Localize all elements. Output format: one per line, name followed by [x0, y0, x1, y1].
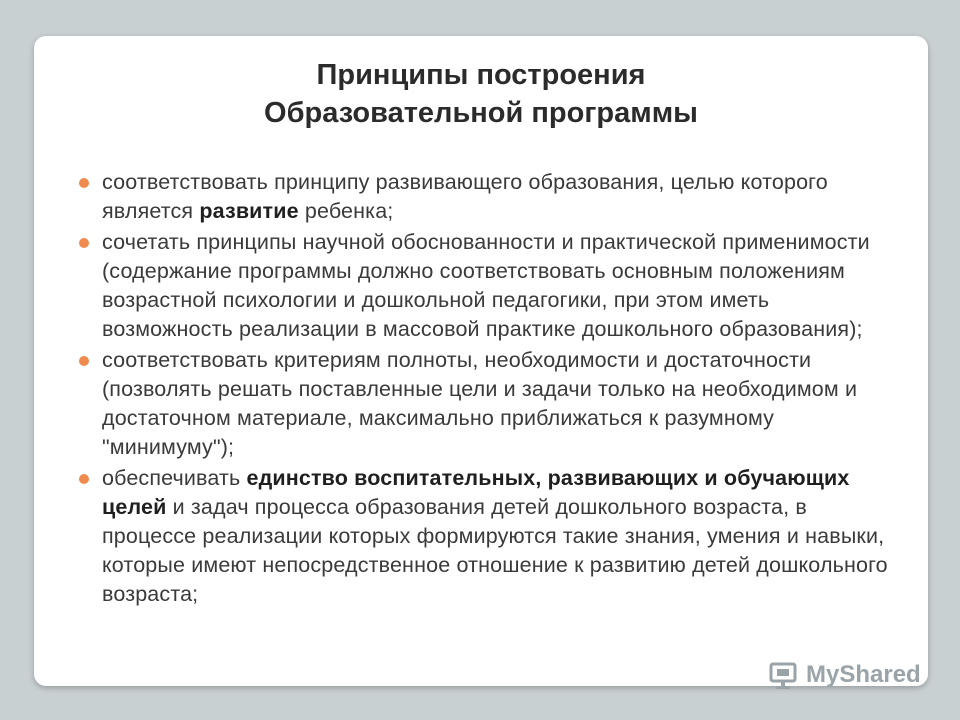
- list-item: [76, 346, 906, 462]
- slide-title-line-1: Принципы построения: [316, 59, 646, 91]
- item-text: обеспечивать: [102, 466, 247, 490]
- item-text-after: ребенка;: [298, 199, 394, 223]
- bullet-dot-icon: [79, 356, 89, 366]
- watermark-text: MyShared: [806, 661, 921, 688]
- item-text-after: и задач процесса образования детей дошкольного возраста, в процессе реализации которых формируются такие знания, умения и навыки, которые имеют непосредственное отношение к развитию детей дошкольного возраста;: [102, 495, 888, 606]
- item-bold-text: единство воспитательных, развивающих и обучающих целей: [102, 466, 850, 519]
- bullet-dot-icon: [79, 474, 89, 484]
- bullet-dot-icon: [79, 238, 89, 248]
- slide-card: [34, 36, 928, 686]
- slide-title-line-2: Образовательной программы: [264, 97, 698, 129]
- item-text: соответствовать критериям полноты, необходимости и достаточности (позволять решать поставленные цели и задачи только на необходимом и достаточном материале, максимально приближаться к разумному "минимуму");: [102, 348, 858, 459]
- list-item: [76, 464, 906, 609]
- item-text: соответствовать принципу развивающего образования, целью которого является: [102, 170, 828, 223]
- item-text: сочетать принципы научной обоснованности и практической применимости (содержание программы должно соответствовать основным положениям возрастной психологии и дошкольной педагогики, при этом иметь возможность реализации в массовой практике дошкольного образования);: [102, 230, 870, 341]
- slide-title: [34, 56, 928, 132]
- bullet-dot-icon: [79, 178, 89, 188]
- myshared-watermark: [768, 655, 921, 695]
- list-item: [76, 228, 906, 344]
- bullet-list: [76, 168, 906, 611]
- myshared-logo-icon: [768, 660, 800, 690]
- list-item: [76, 168, 906, 226]
- item-bold-text: развитие: [199, 199, 299, 223]
